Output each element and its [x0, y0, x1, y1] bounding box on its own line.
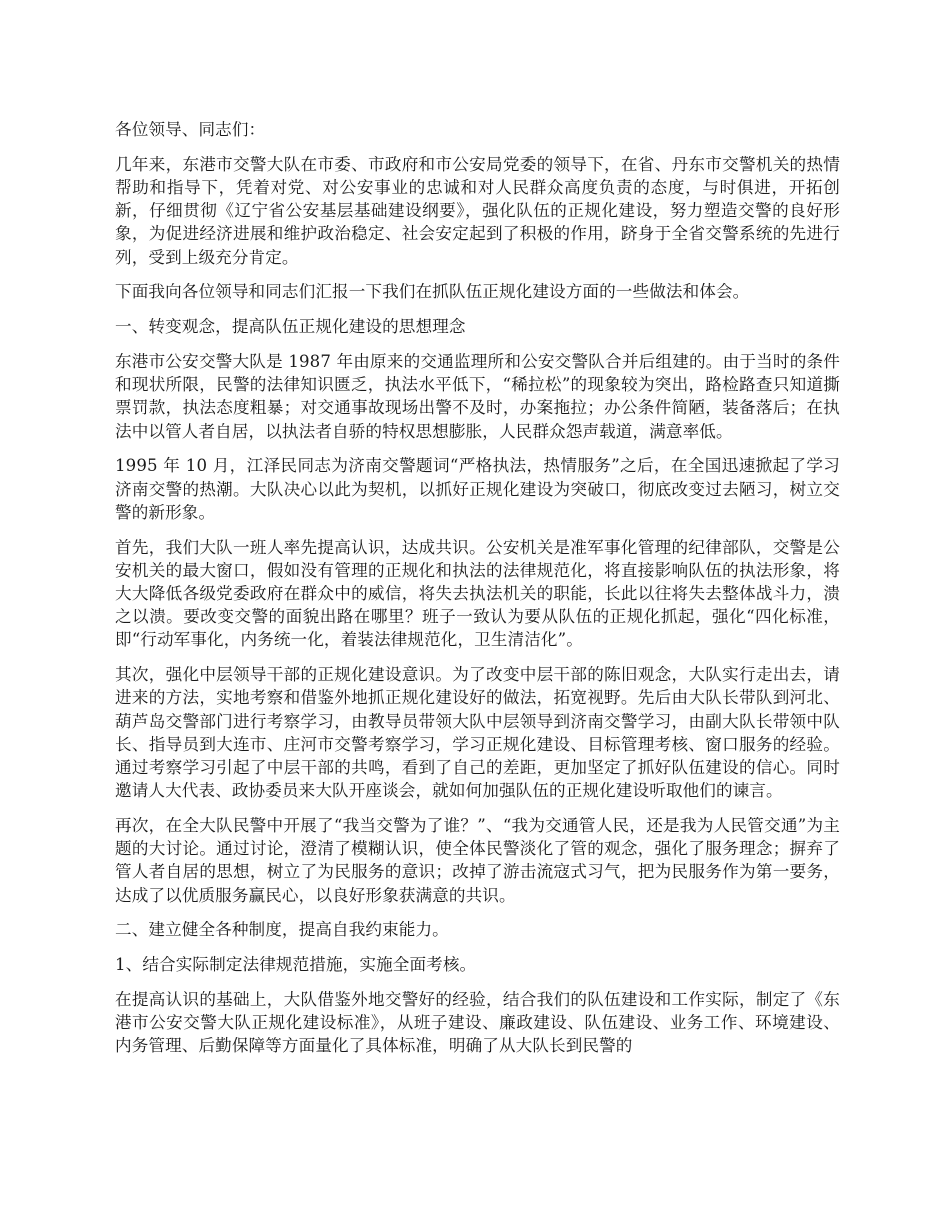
subheading-2-1: 1、结合实际制定法律规范措施，实施全面考核。 — [115, 955, 477, 975]
paragraph-report: 下面我向各位领导和同志们汇报一下我们在抓队伍正规化建设方面的一些做法和体会。 — [115, 282, 750, 302]
heading-section-2: 二、建立健全各种制度，提高自我约束能力。 — [115, 920, 449, 940]
paragraph-history: 东港市公安交警大队是 1987 年由原来的交通监理所和公安交警队合并后组建的。由于当时的条件和现状所限，民警的法律知识匮乏，执法水平低下，“稀拉松”的现象较为突出，路检路查只知道撕票罚款，执法态度粗暴；对交通事故现场出警不及时，办案拖拉；办公条件简陋，装备落后；在执法中以管人者自居，以执法者自骄的特权思想膨胀，人民群众怨声载道，满意率低。 — [115, 352, 840, 441]
paragraph-standards: 在提高认识的基础上，大队借鉴外地交警好的经验，结合我们的队伍建设和工作实际，制定了《东港市公安交警大队正规化建设标准》，从班子建设、廉政建设、队伍建设、业务工作、环境建设、内务管理、后勤保障等方面量化了具体标准，明确了从大队长到民警的 — [115, 990, 840, 1056]
paragraph-third: 再次，在全大队民警中开展了“我当交警为了谁？”、“我为交通管人民，还是我为人民管交通”为主题的大讨论。通过讨论，澄清了模糊认识，使全体民警淡化了管的观念，强化了服务理念；摒弃了管人者自居的思想，树立了为民服务的意识；改掉了游击流寇式习气，把为民服务作为第一要务，达成了以优质服务赢民心，以良好形象获满意的共识。 — [115, 816, 840, 905]
paragraph-intro: 几年来，东港市交警大队在市委、市政府和市公安局党委的领导下，在省、丹东市交警机关的热情帮助和指导下，凭着对党、对公安事业的忠诚和对人民群众高度负责的态度，与时俱进，开拓创新，仔细贯彻《辽宁省公安基层基础建设纲要》，强化队伍的正规化建设，努力塑造交警的良好形象，为促进经济进展和维护政治稳定、社会安定起到了积极的作用，跻身于全省交警系统的先进行列，受到上级充分肯定。 — [115, 154, 840, 267]
paragraph-second: 其次，强化中层领导干部的正规化建设意识。为了改变中层干部的陈旧观念，大队实行走出去，请进来的方法，实地考察和借鉴外地抓正规化建设好的做法，拓宽视野。先后由大队长带队到河北、葫芦岛交警部门进行考察学习，由教导员带领大队中层领导到济南交警学习，由副大队长带领中队长、指导员到大连市、庄河市交警考察学习，学习正规化建设、目标管理考核、窗口服务的经验。通过考察学习引起了中层干部的共鸣，看到了自己的差距，更加坚定了抓好队伍建设的信心。同时邀请人大代表、政协委员来大队开座谈会，就如何加强队伍的正规化建设听取他们的谏言。 — [115, 665, 840, 801]
document-page — [115, 118, 840, 1069]
salutation: 各位领导、同志们： — [115, 120, 266, 139]
paragraph-1995: 1995 年 10 月，江泽民同志为济南交警题词“严格执法，热情服务”之后，在全国迅速掀起了学习济南交警的热潮。大队决心以此为契机，以抓好正规化建设为突破口，彻底改变过去陋习，树立交警的新形象。 — [115, 456, 840, 522]
heading-section-1: 一、转变观念，提高队伍正规化建设的思想理念 — [115, 317, 466, 337]
paragraph-first: 首先，我们大队一班人率先提高认识，达成共识。公安机关是准军事化管理的纪律部队，交警是公安机关的最大窗口，假如没有管理的正规化和执法的法律规范化，将直接影响队伍的执法形象，将大大降低各级党委政府在群众中的威信，将失去执法机关的职能，长此以往将失去整体战斗力，溃之以溃。要改变交警的面貌出路在哪里？班子一致认为要从队伍的正规化抓起，强化“四化标准，即“行动军事化，内务统一化，着装法律规范化，卫生清洁化”。 — [115, 537, 840, 650]
